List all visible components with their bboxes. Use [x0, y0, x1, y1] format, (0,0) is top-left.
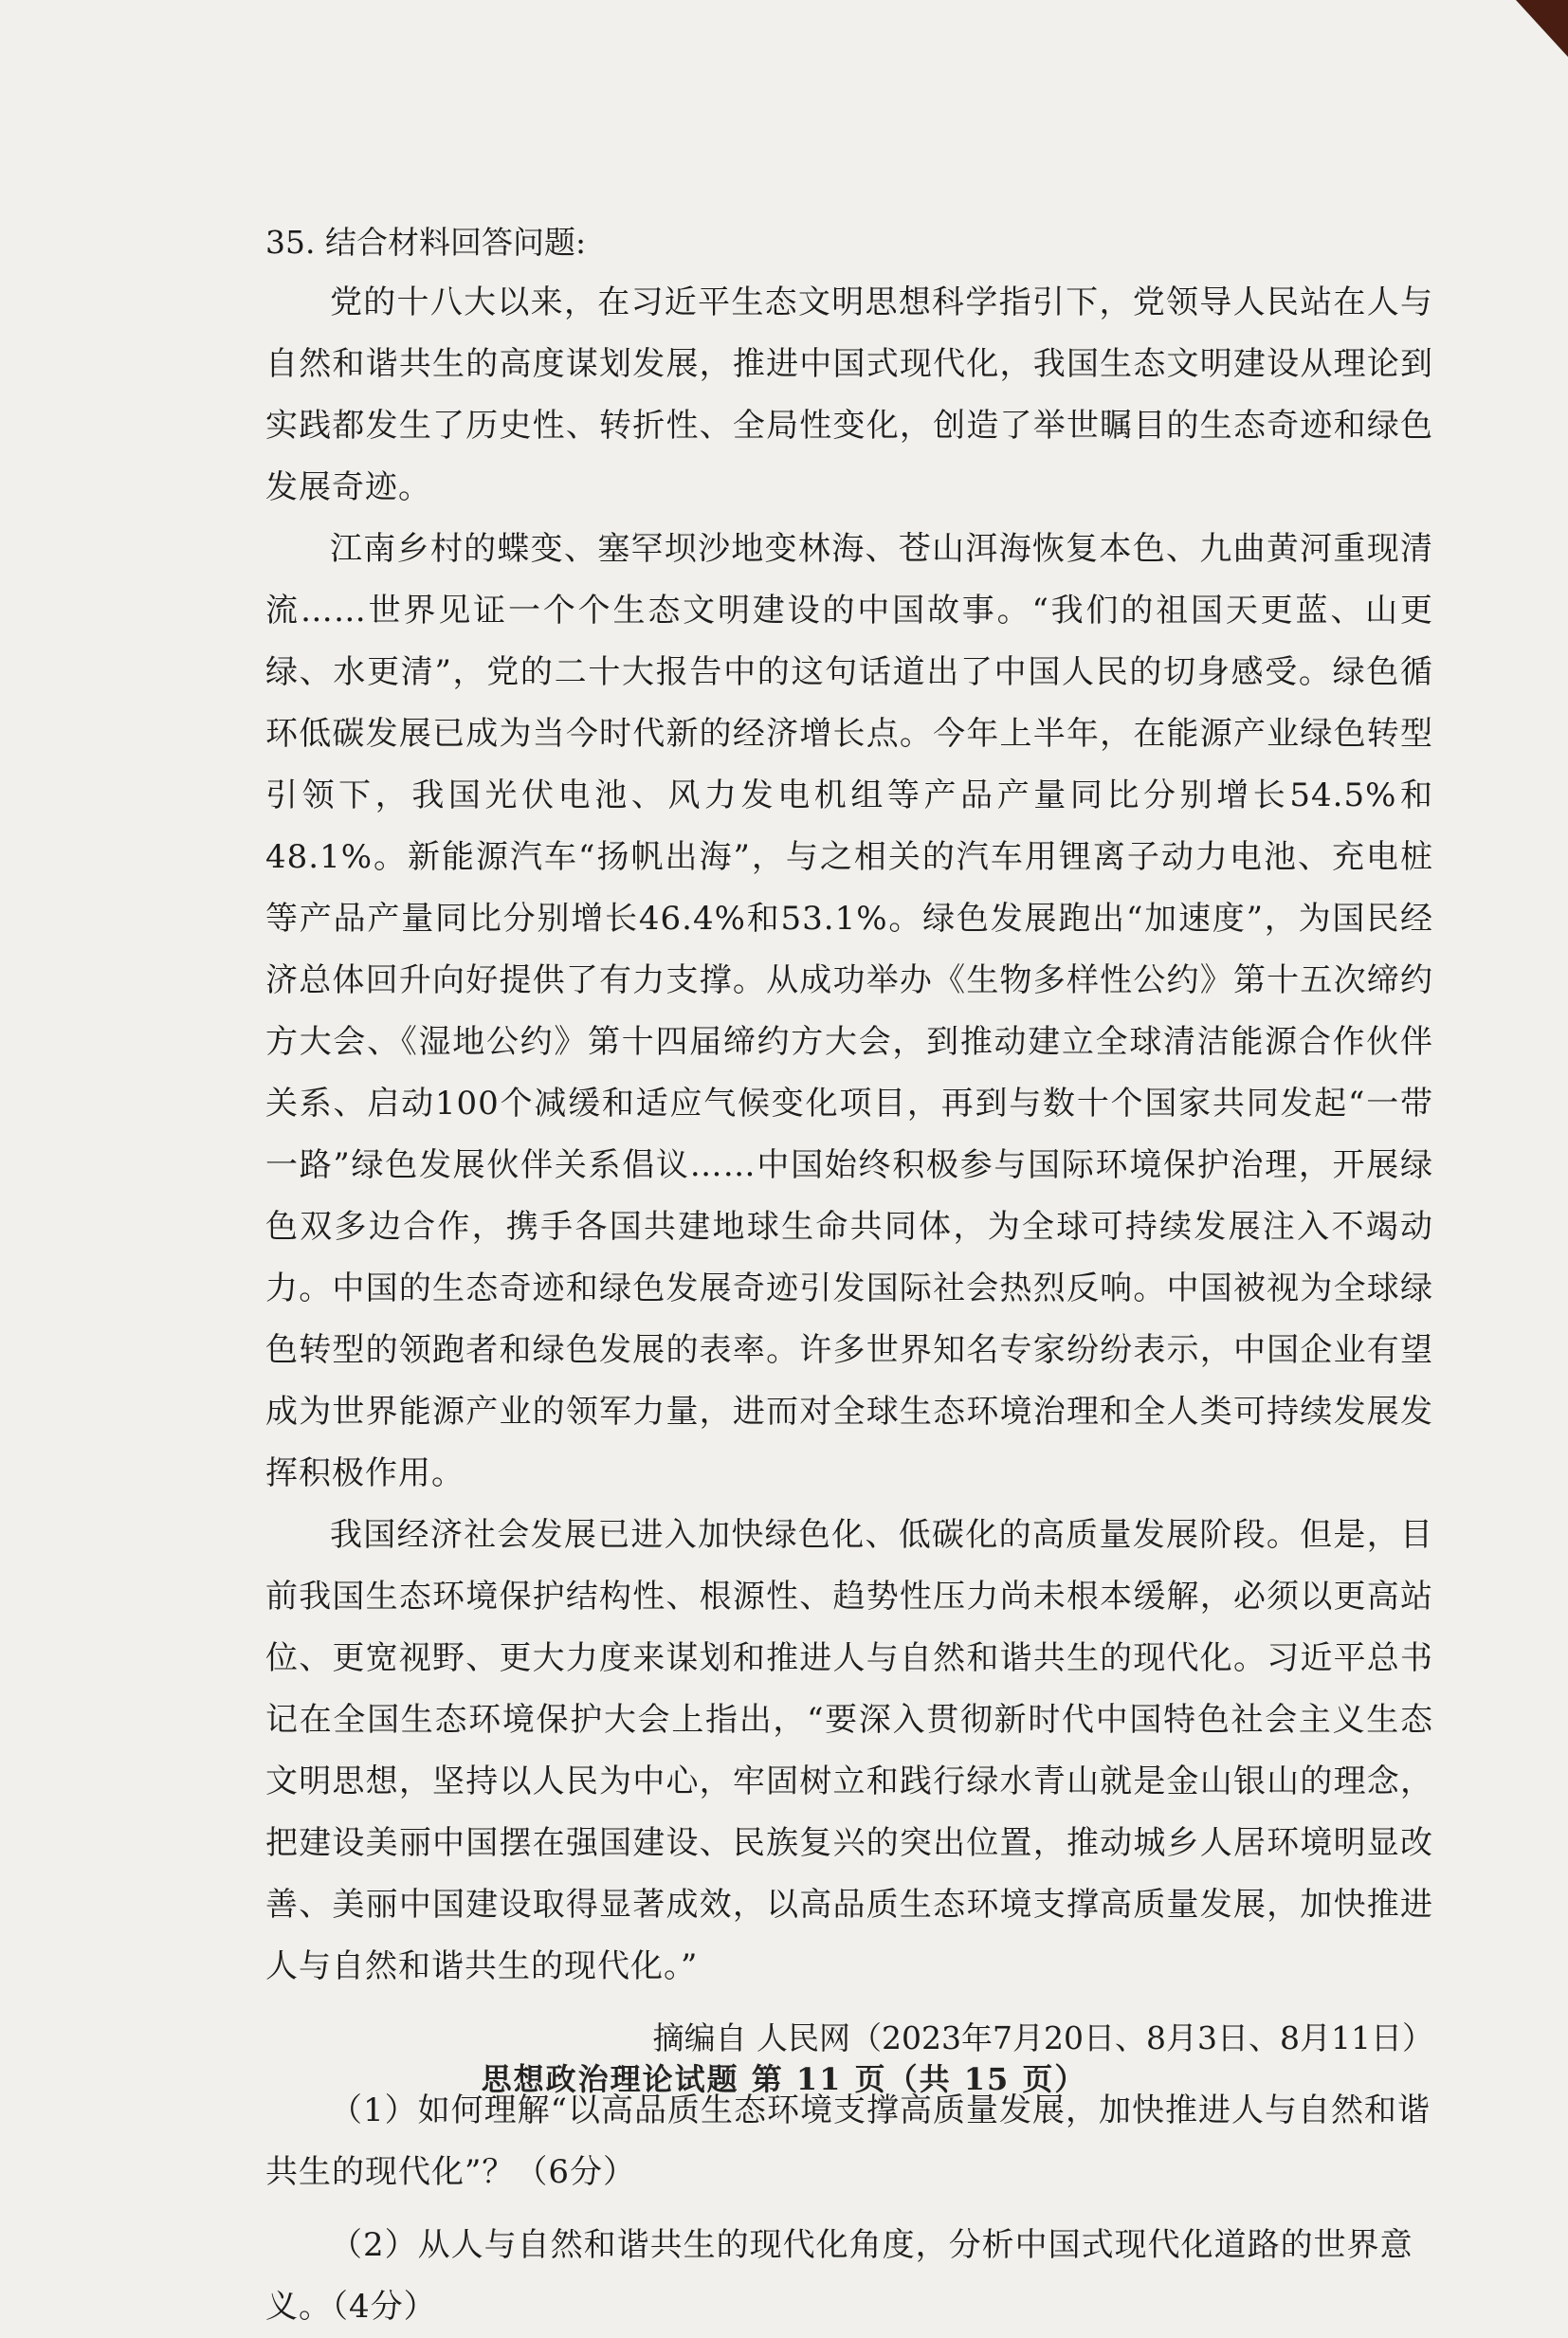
sub-question-1: （1）如何理解“以高品质生态环境支撑高质量发展，加快推进人与自然和谐共生的现代化”？（6分） [265, 2091, 1431, 2191]
page-footer: 思想政治理论试题 第 11 页（共 15 页） [481, 2061, 1087, 2097]
page-corner-mark [1516, 0, 1568, 57]
exam-page [265, 213, 1433, 2338]
sub-question-2: （2）从人与自然和谐共生的现代化角度，分析中国式现代化道路的世界意义。（4分） [265, 2226, 1413, 2326]
material-paragraph-3: 我国经济社会发展已进入加快绿色化、低碳化的高质量发展阶段。但是，目前我国生态环境保护结构性、根源性、趋势性压力尚未根本缓解，必须以更高站位、更宽视野、更大力度来谋划和推进人与自然和谐共生的现代化。习近平总书记在全国生态环境保护大会上指出，“要深入贯彻新时代中国特色社会主义生态文明思想，坚持以人民为中心，牢固树立和践行绿水青山就是金山银山的理念，把建设美丽中国摆在强国建设、民族复兴的突出位置，推动城乡人居环境明显改善、美丽中国建设取得显著成效，以高品质生态环境支撑高质量发展，加快推进人与自然和谐共生的现代化。” [265, 1516, 1433, 1985]
material-paragraph-2: 江南乡村的蝶变、塞罕坝沙地变林海、苍山洱海恢复本色、九曲黄河重现清流……世界见证一个个生态文明建设的中国故事。“我们的祖国天更蓝、山更绿、水更清”，党的二十大报告中的这句话道出了中国人民的切身感受。绿色循环低碳发展已成为当今时代新的经济增长点。今年上半年，在能源产业绿色转型引领下，我国光伏电池、风力发电机组等产品产量同比分别增长54.5%和48.1%。新能源汽车“扬帆出海”，与之相关的汽车用锂离子动力电池、充电桩等产品产量同比分别增长46.4%和53.1%。绿色发展跑出“加速度”，为国民经济总体回升向好提供了有力支撑。从成功举办《生物多样性公约》第十五次缔约方大会、《湿地公约》第十四届缔约方大会，到推动建立全球清洁能源合作伙伴关系、启动100个减缓和适应气候变化项目，再到与数十个国家共同发起“一带一路”绿色发展伙伴关系倡议……中国始终积极参与国际环境保护治理，开展绿色双多边合作，携手各国共建地球生命共同体，为全球可持续发展注入不竭动力。中国的生态奇迹和绿色发展奇迹引发国际社会热烈反响。中国被视为全球绿色转型的领跑者和绿色发展的表率。许多世界知名专家纷纷表示，中国企业有望成为世界能源产业的领军力量，进而对全球生态环境治理和全人类可持续发展发挥积极作用。 [265, 530, 1433, 1492]
question-number: 35. 结合材料回答问题: [265, 224, 587, 261]
material-source: 摘编自 人民网（2023年7月20日、8月3日、8月11日） [652, 2019, 1433, 2056]
material-paragraph-1: 党的十八大以来，在习近平生态文明思想科学指引下，党领导人民站在人与自然和谐共生的高度谋划发展，推进中国式现代化，我国生态文明建设从理论到实践都发生了历史性、转折性、全局性变化，创造了举世瞩目的生态奇迹和绿色发展奇迹。 [265, 283, 1433, 506]
